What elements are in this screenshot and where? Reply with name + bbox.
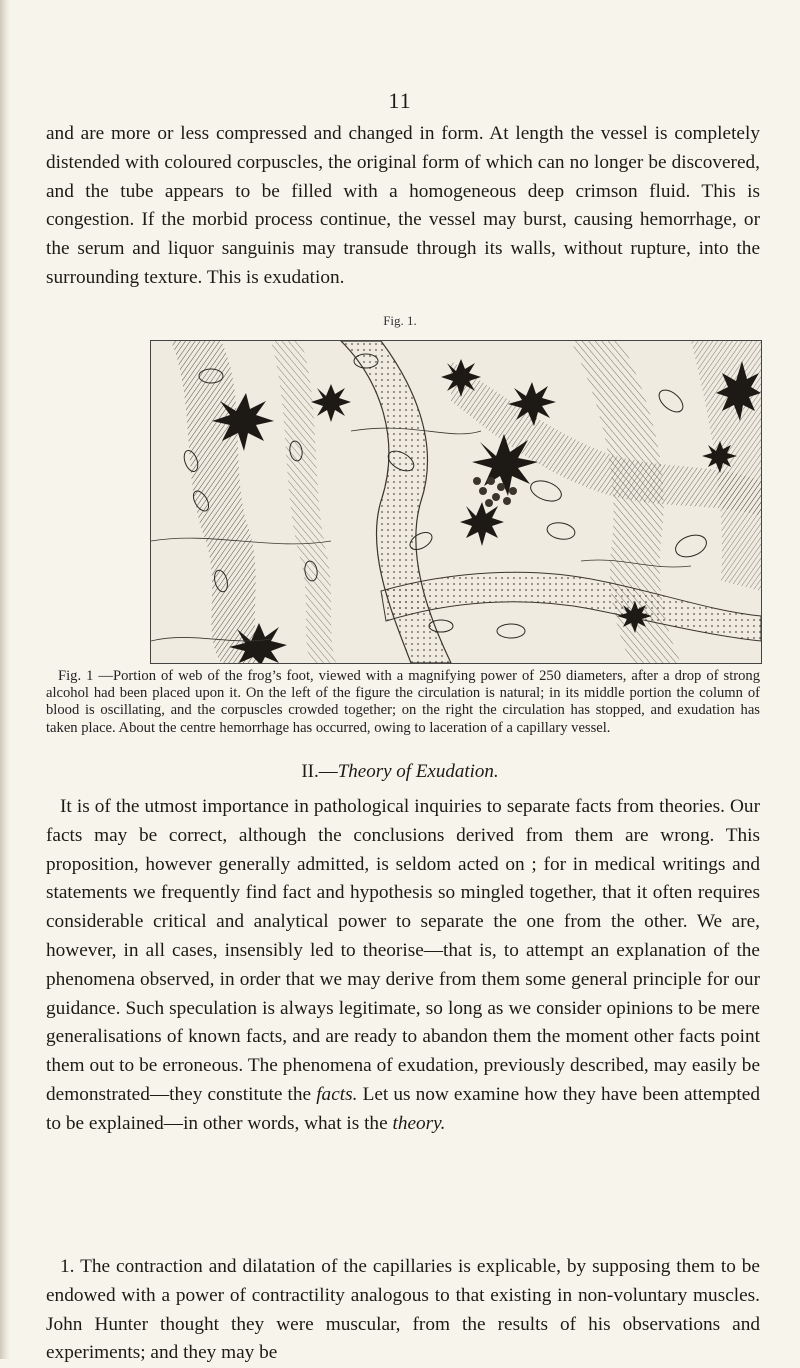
section-heading [0, 761, 800, 783]
paragraph-2-text-cont: Let us now examine how they have been attempted to be explained—in other words, what is the [46, 1083, 760, 1134]
page-binding-edge [0, 0, 10, 1359]
figure-caption [46, 668, 760, 737]
figure-frog-web-illustration [150, 340, 762, 664]
paragraph-congestion-exudation: and are more or less compressed and changed in form. At length the vessel is completely distended with coloured corpuscles, the original form of which can no longer be discovered, and the tube appears to be filled with a homogeneous deep crimson fluid. This is congestion. If the morbid process continue, the vessel may burst, causing hemorrhage, or the serum and liquor sanguinis may transude through its walls, without rupture, into the surrounding texture. This is exudation. [46, 123, 760, 288]
emphasis-facts: facts. [316, 1083, 358, 1105]
emphasis-theory: theory. [392, 1112, 446, 1134]
paragraph-facts-theories [46, 793, 760, 1139]
section-number: II.— [301, 761, 338, 782]
paragraph-2-text: It is of the utmost importance in pathological inquiries to separate facts from theories. Our facts may be correct, although the conclusions derived from them are wrong. This proposition, however generally admitted, is seldom acted on ; for in medical writings and statements we frequently find fact and hypothesis so mingled together, that it often requires considerable critical and analytical power to separate the one from the other. We are, however, in all cases, insensibly led to theorise—that is, to attempt an explanation of the phenomena observed, in order that we may derive from them some general principle for our guidance. Such speculation is always legitimate, so long as we consider opinions to be mere generalisations of known facts, and are ready to abandon them the moment other facts point them out to be erroneous. The phenomena of exudation, previously described, may easily be demonstrated—they constitute the [46, 796, 760, 1105]
page-number: 11 [388, 88, 412, 113]
paragraph-contractility: 1. The contraction and dilatation of the capillaries is explicable, by supposing them to be endowed with a power of contractility analogous to that existing in non-voluntary muscles. John Hunter thought they were muscular, from the results of his observations and experiments; and they may be [46, 1256, 760, 1364]
figure-label: Fig. 1. [383, 313, 417, 328]
section-title: Theory of Exudation. [337, 761, 499, 782]
caption-text: Portion of web of the frog’s foot, viewed with a magnifying power of 250 diameters, after a drop of strong alcohol had been placed upon it. On the left of the figure the circulation is natural; in its middle portion the column of blood is oscillating, and the corpuscles crowded together; on the right the circulation has stopped, and exudation has taken place. About the centre hemorrhage has occurred, owing to laceration of a capillary vessel. [46, 668, 760, 736]
frog-web-engraving [151, 341, 761, 663]
caption-lead: Fig. 1 — [58, 668, 114, 684]
